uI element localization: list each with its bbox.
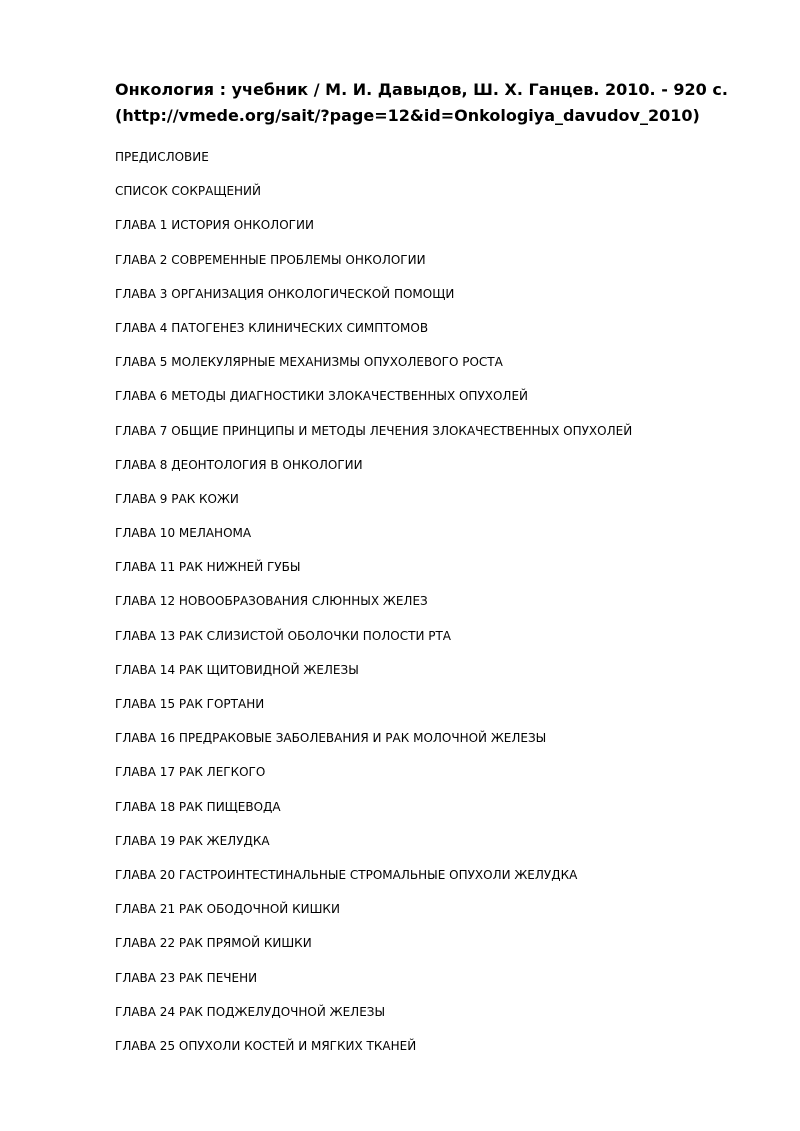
toc-item: ГЛАВА 5 МОЛЕКУЛЯРНЫЕ МЕХАНИЗМЫ ОПУХОЛЕВОГО РОСТА	[115, 355, 503, 370]
toc-item: ГЛАВА 21 РАК ОБОДОЧНОЙ КИШКИ	[115, 902, 340, 917]
toc-item: ГЛАВА 19 РАК ЖЕЛУДКА	[115, 833, 270, 848]
toc-item: ГЛАВА 17 РАК ЛЕГКОГО	[115, 765, 266, 780]
title-line-2-url: (http://vmede.org/sait/?page=12&id=Onkologiya_davudov_2010)	[115, 106, 700, 125]
toc-item: ГЛАВА 24 РАК ПОДЖЕЛУДОЧНОЙ ЖЕЛЕЗЫ	[115, 1004, 386, 1019]
toc-item: ГЛАВА 20 ГАСТРОИНТЕСТИНАЛЬНЫЕ СТРОМАЛЬНЫЕ ОПУХОЛИ ЖЕЛУДКА	[115, 867, 578, 882]
toc-item: ГЛАВА 23 РАК ПЕЧЕНИ	[115, 970, 258, 985]
toc-item: ГЛАВА 13 РАК СЛИЗИСТОЙ ОБОЛОЧКИ ПОЛОСТИ РТА	[115, 628, 452, 643]
toc-item: ГЛАВА 12 НОВООБРАЗОВАНИЯ СЛЮННЫХ ЖЕЛЕЗ	[115, 594, 428, 609]
toc-item: ГЛАВА 25 ОПУХОЛИ КОСТЕЙ И МЯГКИХ ТКАНЕЙ	[115, 1038, 417, 1053]
title-line-1: Онкология : учебник / М. И. Давыдов, Ш. Х. Ганцев. 2010. - 920 с.	[115, 80, 728, 99]
toc-item: ГЛАВА 2 СОВРЕМЕННЫЕ ПРОБЛЕМЫ ОНКОЛОГИИ	[115, 252, 426, 267]
toc-item: ГЛАВА 4 ПАТОГЕНЕЗ КЛИНИЧЕСКИХ СИМПТОМОВ	[115, 320, 429, 335]
table-of-contents	[115, 140, 775, 1063]
toc-item: ГЛАВА 16 ПРЕДРАКОВЫЕ ЗАБОЛЕВАНИЯ И РАК МОЛОЧНОЙ ЖЕЛЕЗЫ	[115, 731, 547, 746]
toc-item: ГЛАВА 14 РАК ЩИТОВИДНОЙ ЖЕЛЕЗЫ	[115, 662, 359, 677]
toc-item: ГЛАВА 10 МЕЛАНОМА	[115, 526, 252, 541]
toc-item: ГЛАВА 11 РАК НИЖНЕЙ ГУБЫ	[115, 560, 301, 575]
toc-item: ГЛАВА 6 МЕТОДЫ ДИАГНОСТИКИ ЗЛОКАЧЕСТВЕННЫХ ОПУХОЛЕЙ	[115, 389, 529, 404]
toc-item: ГЛАВА 3 ОРГАНИЗАЦИЯ ОНКОЛОГИЧЕСКОЙ ПОМОЩИ	[115, 286, 455, 301]
toc-item: ГЛАВА 1 ИСТОРИЯ ОНКОЛОГИИ	[115, 218, 314, 233]
toc-item: ГЛАВА 7 ОБЩИЕ ПРИНЦИПЫ И МЕТОДЫ ЛЕЧЕНИЯ ЗЛОКАЧЕСТВЕННЫХ ОПУХОЛЕЙ	[115, 423, 633, 438]
toc-item: ГЛАВА 22 РАК ПРЯМОЙ КИШКИ	[115, 936, 312, 951]
document-title	[115, 77, 775, 129]
toc-item: ГЛАВА 15 РАК ГОРТАНИ	[115, 697, 265, 711]
toc-item: ГЛАВА 9 РАК КОЖИ	[115, 491, 239, 506]
toc-item: ГЛАВА 18 РАК ПИЩЕВОДА	[115, 799, 281, 814]
toc-item: СПИСОК СОКРАЩЕНИЙ	[115, 184, 262, 199]
toc-item: ПРЕДИСЛОВИЕ	[115, 150, 209, 164]
toc-item: ГЛАВА 8 ДЕОНТОЛОГИЯ В ОНКОЛОГИИ	[115, 457, 363, 472]
